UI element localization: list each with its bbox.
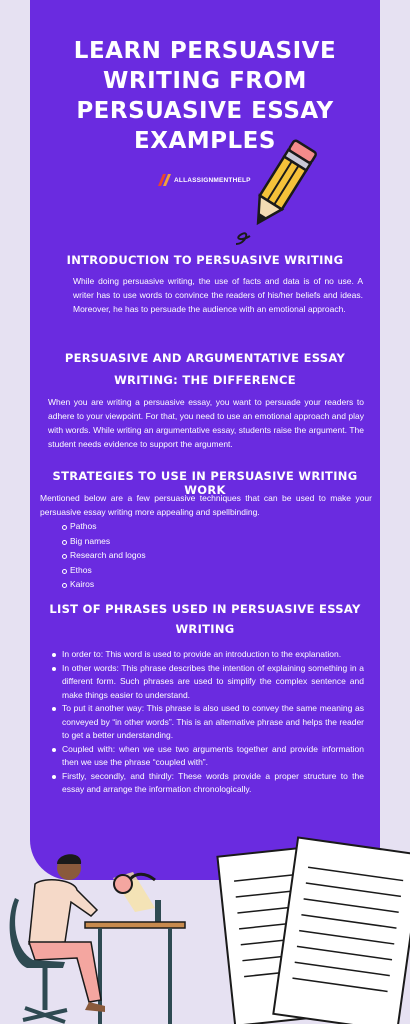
list-item: Kairos [62, 577, 262, 592]
list-item: Coupled with: when we use two arguments together and provide information then we use the phrase “coupled with”. [52, 743, 364, 770]
list-item: Pathos [62, 519, 262, 534]
list-item: Firstly, secondly, and thirdly: These words provide a proper structure to the essay and arrange the information chronologically. [52, 770, 364, 797]
strategies-heading: STRATEGIES TO USE IN PERSUASIVE WRITING WORK [52, 469, 358, 497]
list-item: Big names [62, 534, 262, 549]
list-item: In order to: This word is used to provide an introduction to the explanation. [52, 648, 364, 662]
pencil-icon [228, 138, 328, 250]
page-title: LEARN PERSUASIVE WRITING FROM PERSUASIVE ESSAY EXAMPLES [73, 38, 337, 154]
phrases-heading-line2: WRITING [175, 622, 235, 636]
phrases-heading-line1: LIST OF PHRASES USED IN PERSUASIVE ESSAY [49, 602, 361, 616]
list-item: Research and logos [62, 548, 262, 563]
list-item: Ethos [62, 563, 262, 578]
aa-logo-icon [158, 174, 172, 186]
intro-heading: INTRODUCTION TO PERSUASIVE WRITING [66, 253, 344, 267]
list-item: To put it another way: This phrase is also used to convey the same meaning as conveyed by “in other words”. This is an alternative phrase and helps the reader to get a better understanding. [52, 702, 364, 743]
brand-name: ALLASSIGNMENTHELP [174, 176, 251, 184]
person-at-desk-illustration [5, 850, 190, 1024]
list-item: In other words: This phrase describes the intention of explaining something in a different form. Such phrases are used to simplify the complex sentence and make things easier to understand. [52, 662, 364, 703]
difference-text: When you are writing a persuasive essay, you want to persuade your readers to adhere to your viewpoint. For that, you need to use an emotional approach and play with words. While writing an argumentative essay, students raise the argument. The student needs evidence to support the argument. [48, 397, 364, 449]
papers-illustration [215, 835, 410, 1024]
strategies-text: Mentioned below are a few persuasive techniques that can be used to make your persuasive essay writing more appealing and spellbinding. [40, 493, 372, 517]
difference-heading-line1: PERSUASIVE AND ARGUMENTATIVE ESSAY [64, 351, 346, 365]
intro-text: While doing persuasive writing, the use of facts and data is of no use. A writer has to use words to convince the readers of his/her beliefs and ideas. Moreover, he has to persuade the audience with an emotional approach. [73, 276, 363, 314]
difference-heading-line2: WRITING: THE DIFFERENCE [114, 373, 296, 387]
phrases-list [52, 648, 364, 797]
strategies-list [62, 519, 262, 592]
